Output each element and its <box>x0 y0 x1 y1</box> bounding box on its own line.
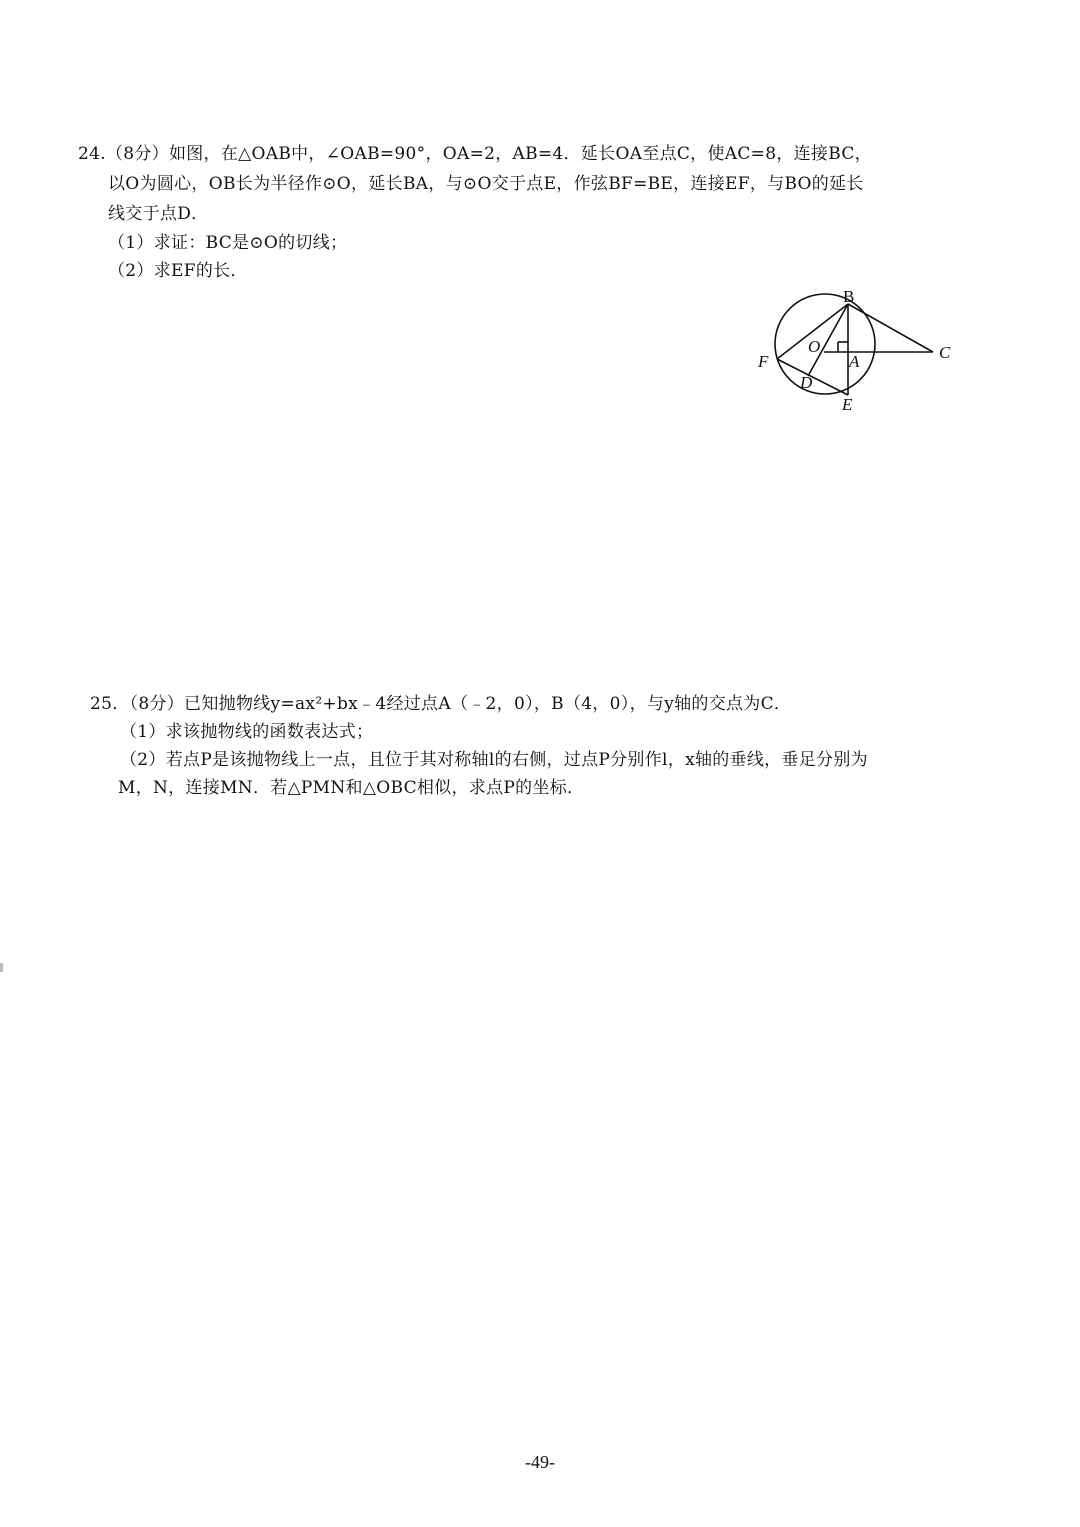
q24-geometry-figure <box>748 282 968 417</box>
q24-stem-line-3: 线交于点D． <box>108 204 209 224</box>
q24-part-1: （1）求证：BC是⊙O的切线； <box>108 233 348 253</box>
label-o: O <box>808 337 821 356</box>
label-d: D <box>800 373 813 392</box>
q25-stem-line-1: 25．（8分）已知抛物线y=ax²+bx﹣4经过点A（﹣2，0），B（4，0），与y轴的交点为C． <box>90 694 792 714</box>
label-f: F <box>758 352 769 371</box>
q25-part-1: （1）求该抛物线的函数表达式； <box>120 722 374 742</box>
q24-stem-line-1: 24.（8分）如图，在△OAB中，∠OAB=90°，OA=2，AB=4．延长OA至点C，使AC=8，连接BC， <box>78 144 872 164</box>
q24-part-2: （2）求EF的长． <box>108 261 248 281</box>
q25-part-2-line-2: M，N，连接MN．若△PMN和△OBC相似，求点P的坐标． <box>118 778 585 798</box>
page-number: -49- <box>525 1452 555 1472</box>
scan-edge-mark <box>0 963 3 972</box>
q24-stem-line-2: 以O为圆心，OB长为半径作⊙O，延长BA，与⊙O交于点E，作弦BF=BE，连接EF，与BO的延长 <box>108 174 864 194</box>
q25-part-2-line-1: （2）若点P是该抛物线上一点，且位于其对称轴l的右侧，过点P分别作l，x轴的垂线，垂足分别为 <box>120 750 868 770</box>
label-e: E <box>842 395 853 414</box>
segment-bc <box>848 304 933 352</box>
label-c: C <box>939 343 951 362</box>
label-b: B <box>843 287 855 306</box>
label-a: A <box>849 352 860 371</box>
